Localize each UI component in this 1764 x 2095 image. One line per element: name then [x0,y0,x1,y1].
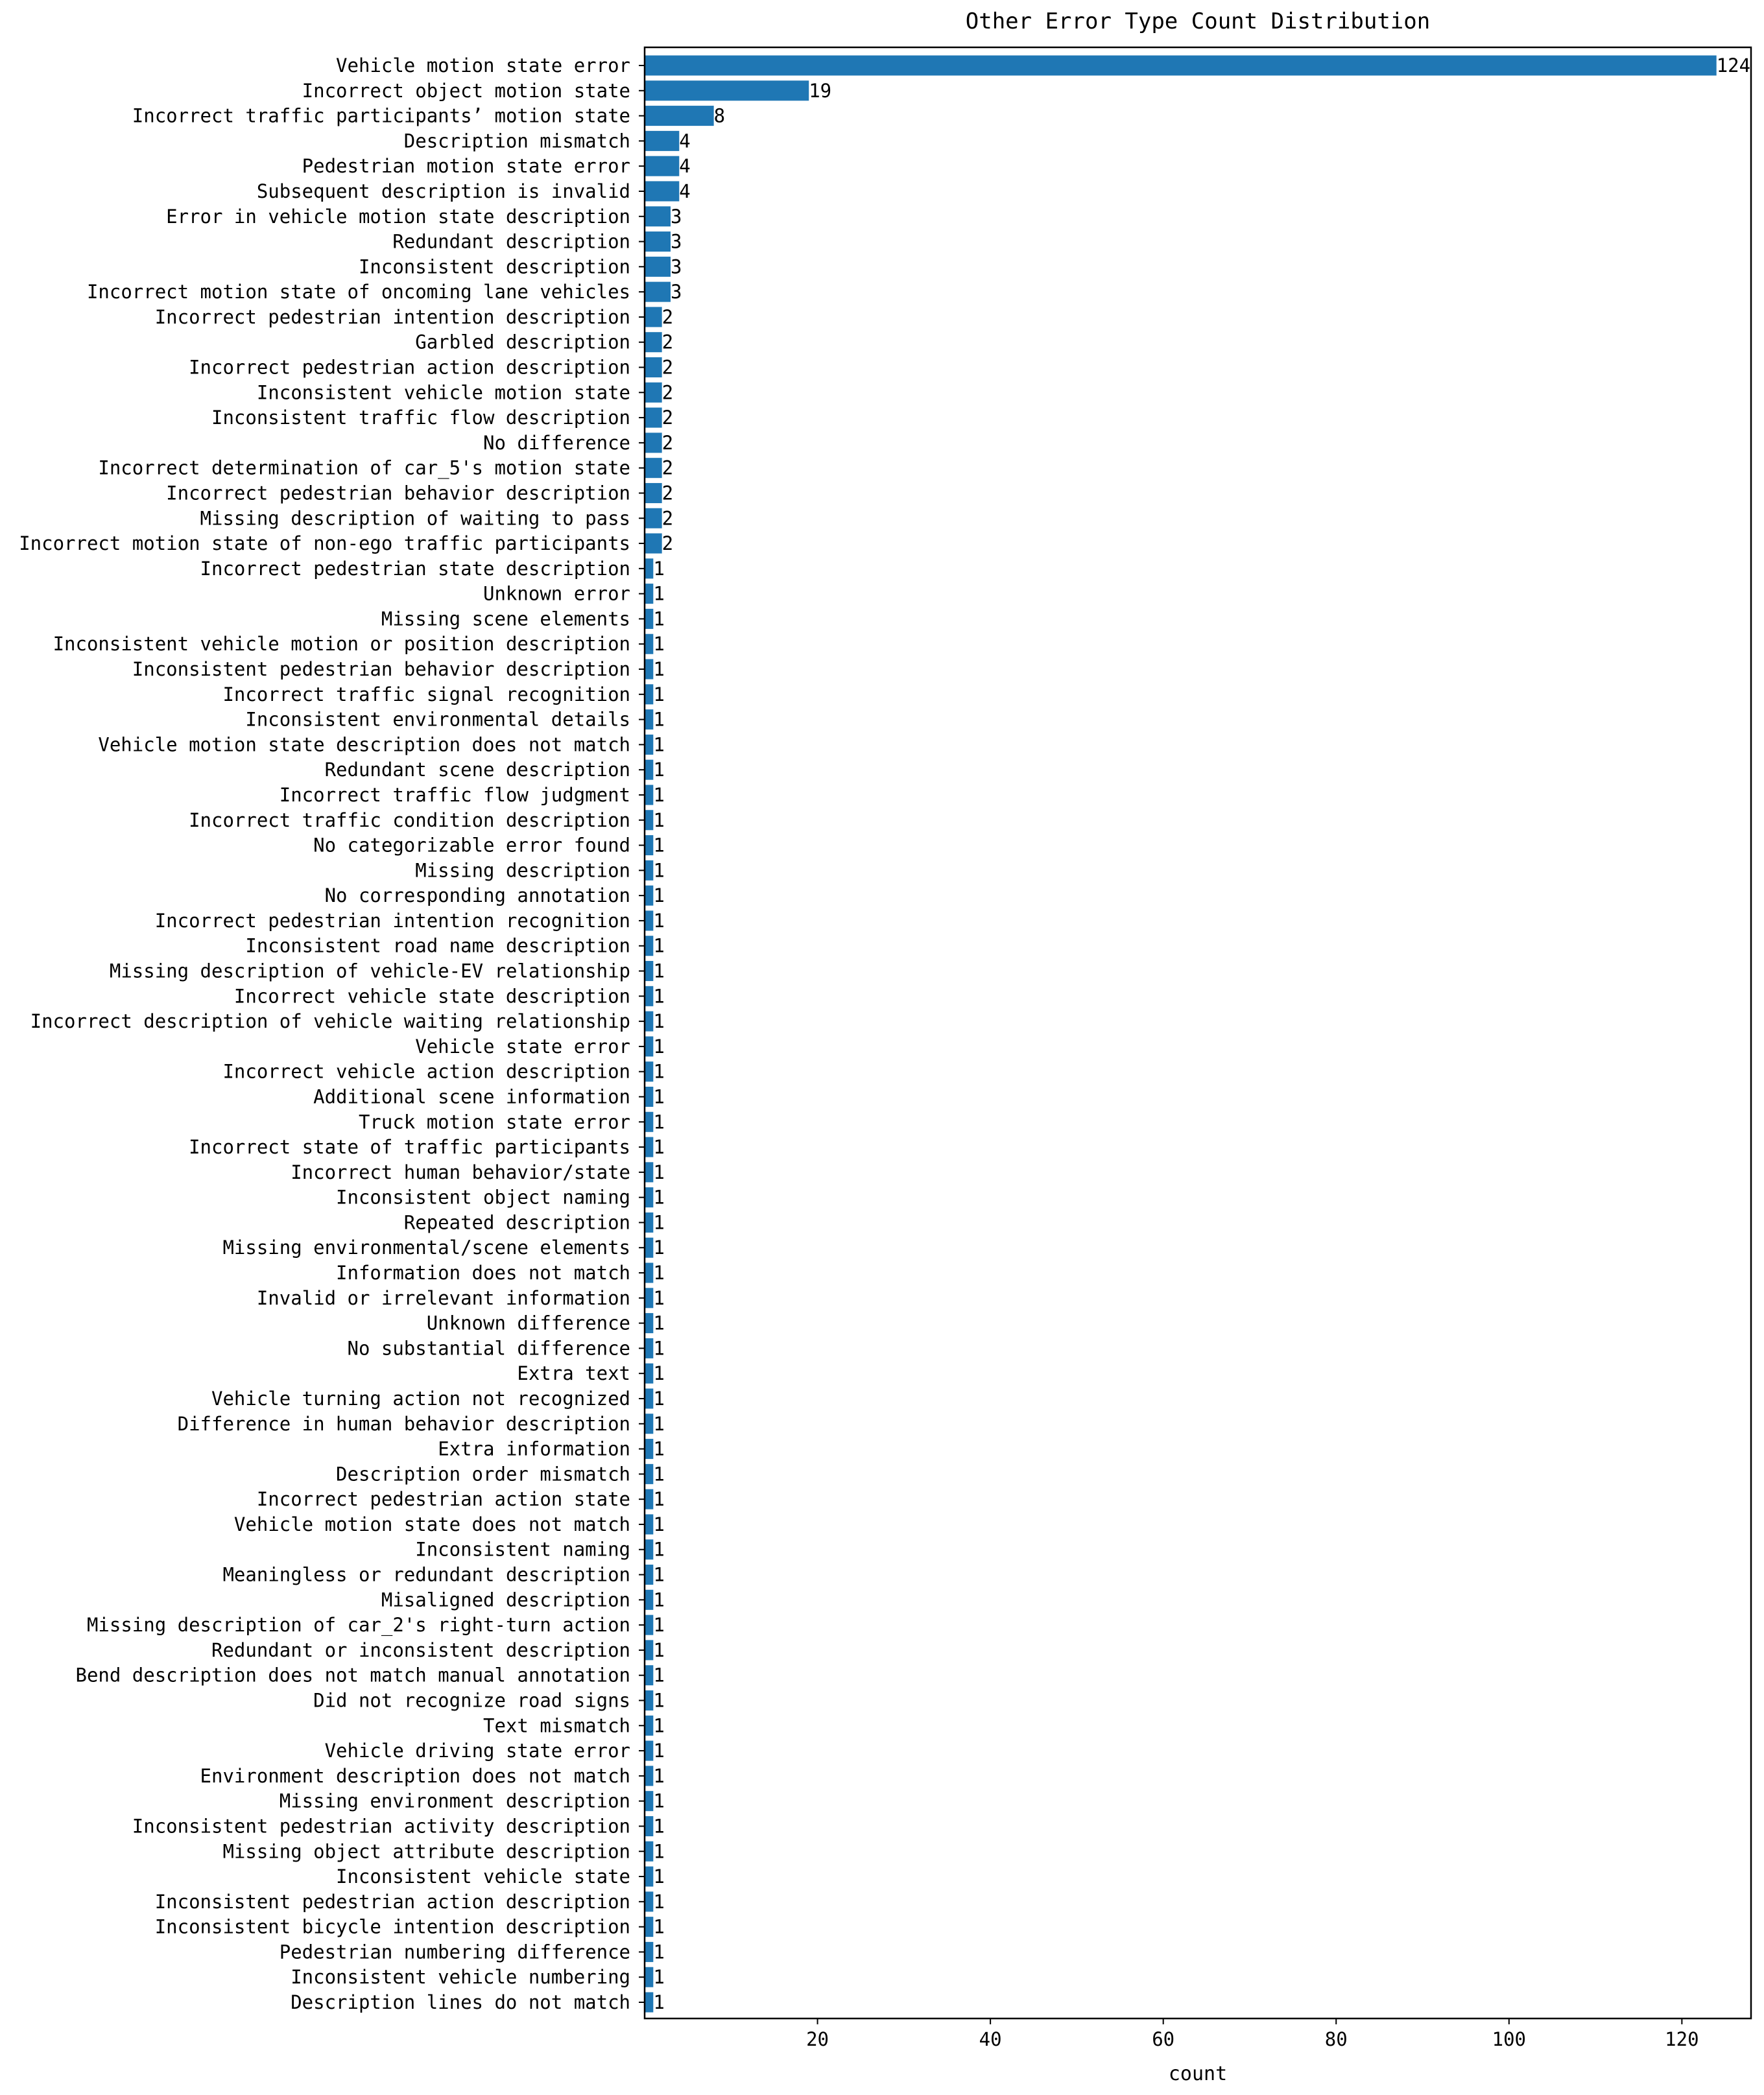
bar [645,1665,653,1685]
bar-value-label: 1 [653,1664,665,1687]
bar [645,1087,653,1107]
y-tick-label: Meaningless or redundant description [222,1563,630,1586]
bar-value-label: 1 [653,1463,665,1485]
y-tick-label: Incorrect pedestrian action description [189,356,630,379]
bar-value-label: 1 [653,1714,665,1737]
bar-value-label: 1 [653,1337,665,1360]
y-tick-label: Incorrect pedestrian action state [256,1488,630,1511]
bar-value-label: 1 [653,1161,665,1183]
bar [645,1967,653,1987]
bar-value-label: 1 [653,1563,665,1586]
bar [645,1917,653,1937]
y-tick-label: No corresponding annotation [324,884,630,907]
y-tick-label: Incorrect pedestrian intention description [154,305,630,328]
y-tick-label: Vehicle driving state error [324,1740,630,1762]
bar-value-label: 4 [679,155,691,178]
bar [645,1112,653,1132]
bar-value-label: 4 [679,130,691,152]
bar [645,1816,653,1836]
bar [645,307,662,327]
bar [645,785,653,805]
y-tick-label: Pedestrian motion state error [302,155,630,178]
y-tick-label: Subsequent description is invalid [256,180,630,202]
y-tick-label: Vehicle motion state does not match [233,1513,630,1535]
bar [645,1364,653,1384]
bar [645,1036,653,1056]
y-tick-label: Environment description does not match [200,1764,630,1787]
bar [645,1690,653,1710]
bar-value-label: 3 [670,255,682,278]
bar-value-label: 124 [1716,54,1751,77]
y-tick-label: Description order mismatch [336,1463,630,1485]
y-tick-label: Unknown difference [426,1312,630,1334]
bar [645,357,662,377]
bar [645,1012,653,1032]
bar-value-label: 1 [653,658,665,681]
x-tick-label: 60 [1152,2028,1175,2050]
bar [645,282,671,302]
bar-value-label: 1 [653,1840,665,1863]
bar [645,1061,653,1082]
y-tick-label: Redundant description [392,230,630,253]
y-tick-label: Inconsistent pedestrian action description [154,1890,630,1913]
bar [645,910,653,930]
y-tick-label: Incorrect pedestrian state description [200,557,630,580]
bar-value-label: 1 [653,1966,665,1989]
y-tick-label: Did not recognize road signs [313,1689,630,1712]
bar-value-label: 1 [653,960,665,982]
bar [645,1162,653,1182]
bar [645,80,809,101]
bar [645,1514,653,1534]
bar-value-label: 1 [653,1589,665,1611]
bar-value-label: 1 [653,633,665,656]
x-tick-label: 40 [979,2028,1002,2050]
y-tick-label: Vehicle motion state description does not match [98,733,630,756]
bar [645,1414,653,1434]
bar-value-label: 1 [653,557,665,580]
bar-value-label: 1 [653,834,665,857]
bar [645,886,653,906]
bar [645,1716,653,1736]
bar [645,131,679,151]
x-axis-label: count [1168,2063,1228,2085]
bar-value-label: 2 [662,381,674,404]
bar-value-label: 1 [653,1312,665,1334]
y-tick-label: Unknown error [483,582,630,605]
bar-value-label: 1 [653,1890,665,1913]
bar-value-label: 1 [653,683,665,705]
bar [645,231,671,252]
bar [645,1741,653,1761]
y-tick-label: No difference [483,431,630,454]
y-tick-label: Inconsistent naming [415,1538,630,1561]
y-tick-label: Incorrect vehicle action description [222,1060,630,1083]
bar [645,257,671,277]
bar [645,986,653,1006]
y-tick-label: Description lines do not match [291,1991,630,2013]
bar-value-label: 2 [662,456,674,479]
bar [645,106,714,126]
y-tick-label: Inconsistent vehicle motion or position description [53,633,630,656]
bar-value-label: 3 [670,205,682,228]
y-tick-label: Incorrect state of traffic participants [189,1136,630,1159]
y-tick-label: Bend description does not match manual annotation [75,1664,630,1687]
y-tick-label: Garbled description [415,331,630,353]
y-tick-label: Incorrect traffic condition description [189,809,630,831]
bar-value-label: 2 [662,356,674,379]
bar-value-label: 2 [662,305,674,328]
bar-value-label: 2 [662,532,674,555]
bar-value-label: 1 [653,884,665,907]
y-tick-label: Redundant or inconsistent description [211,1639,630,1661]
bar-value-label: 1 [653,1865,665,1888]
bar-value-label: 1 [653,909,665,932]
y-tick-label: Incorrect motion state of non-ego traffic participants [19,532,630,555]
bar [645,432,662,453]
bar [645,1590,653,1610]
bar-value-label: 1 [653,1513,665,1535]
bar-value-label: 1 [653,783,665,806]
y-tick-label: No categorizable error found [313,834,630,857]
bar [645,1841,653,1862]
bar [645,936,653,956]
y-tick-label: Incorrect determination of car_5's motion state [98,456,630,479]
bar [645,1187,653,1207]
bar-value-label: 8 [713,104,726,127]
y-tick-label: Missing description of car_2's right-turn action [86,1614,630,1637]
bar [645,55,1717,75]
bar [645,1238,653,1258]
y-tick-label: Inconsistent vehicle numbering [291,1966,630,1989]
y-tick-label: Incorrect traffic participants’ motion state [132,104,630,127]
bar-value-label: 3 [670,230,682,253]
y-tick-label: Error in vehicle motion state description [166,205,630,228]
bar [645,634,653,654]
bar-value-label: 1 [653,1362,665,1385]
y-tick-label: Extra text [517,1362,630,1385]
y-tick-label: Missing environment description [279,1790,630,1812]
bar-value-label: 1 [653,1639,665,1661]
bar [645,332,662,352]
bar [645,1766,653,1786]
y-tick-label: Incorrect object motion state [302,79,630,102]
bar-value-label: 1 [653,1538,665,1561]
bar-value-label: 2 [662,331,674,353]
y-tick-label: Redundant scene description [324,759,630,781]
x-tick-label: 120 [1665,2028,1699,2050]
bar-value-label: 1 [653,1211,665,1234]
bar [645,659,653,680]
bar-value-label: 1 [653,809,665,831]
bar-value-label: 1 [653,1438,665,1460]
y-tick-label: Missing description [415,859,630,882]
bar [645,156,679,176]
y-tick-label: Vehicle state error [415,1035,630,1058]
y-tick-label: Pedestrian numbering difference [279,1941,630,1963]
bar [645,1213,653,1233]
y-tick-label: Missing object attribute description [222,1840,630,1863]
y-tick-label: Incorrect traffic flow judgment [279,783,630,806]
bar-value-label: 1 [653,582,665,605]
bar [645,1640,653,1660]
bar [645,1464,653,1484]
y-tick-label: Incorrect pedestrian behavior description [166,482,630,504]
bar [645,508,662,528]
y-tick-label: Missing environmental/scene elements [222,1237,630,1259]
bar [645,206,671,226]
x-tick-label: 20 [806,2028,829,2050]
bar [645,458,662,478]
bar-value-label: 1 [653,1614,665,1637]
bar [645,584,653,604]
bar [645,1338,653,1358]
bar-value-label: 1 [653,1085,665,1108]
y-tick-label: Additional scene information [313,1085,630,1108]
y-tick-label: Inconsistent pedestrian activity description [132,1815,630,1838]
y-tick-label: Inconsistent pedestrian behavior description [132,658,630,681]
y-tick-label: Difference in human behavior description [177,1412,630,1435]
bar-value-label: 4 [679,180,691,202]
y-tick-label: Incorrect vehicle state description [233,985,630,1008]
bar-value-label: 1 [653,934,665,957]
bar [645,1891,653,1912]
y-tick-label: Inconsistent object naming [336,1186,630,1209]
bar [645,1615,653,1635]
y-tick-label: Incorrect pedestrian intention recognition [154,909,630,932]
bar [645,860,653,881]
bar-value-label: 2 [662,407,674,429]
y-tick-label: Description mismatch [403,130,630,152]
bar-value-label: 1 [653,708,665,731]
bar-value-label: 1 [653,1237,665,1259]
bar-value-label: 1 [653,1815,665,1838]
bar [645,760,653,780]
bar-value-label: 1 [653,1991,665,2013]
bar-value-label: 1 [653,1488,665,1511]
bar-value-label: 1 [653,1689,665,1712]
y-tick-label: Vehicle motion state error [336,54,630,77]
bar [645,1992,653,2012]
y-tick-label: Missing scene elements [381,608,630,630]
y-tick-label: Inconsistent road name description [245,934,630,957]
bar [645,558,653,578]
y-tick-label: Inconsistent vehicle state [336,1865,630,1888]
bar-value-label: 1 [653,859,665,882]
y-tick-label: Extra information [438,1438,630,1460]
bar-value-label: 1 [653,1035,665,1058]
bar [645,1489,653,1509]
bar-value-label: 1 [653,1186,665,1209]
bar-value-label: 1 [653,1790,665,1812]
bar-value-label: 19 [809,79,832,102]
bar [645,408,662,428]
bar [645,961,653,981]
bar-value-label: 1 [653,1262,665,1284]
bar-value-label: 1 [653,1060,665,1083]
bar [645,534,662,554]
bar-value-label: 1 [653,985,665,1008]
y-tick-label: Incorrect traffic signal recognition [222,683,630,705]
bar-value-label: 1 [653,759,665,781]
bar [645,1791,653,1811]
y-tick-label: Misaligned description [381,1589,630,1611]
bar [645,1388,653,1408]
y-tick-label: Missing description of waiting to pass [200,507,630,530]
y-tick-label: Information does not match [336,1262,630,1284]
y-tick-label: Inconsistent environmental details [245,708,630,731]
bar-value-label: 3 [670,281,682,303]
bar [645,1288,653,1308]
bar [645,1263,653,1283]
y-tick-label: Truck motion state error [358,1111,630,1133]
bar-value-label: 1 [653,1111,665,1133]
bar-value-label: 1 [653,1286,665,1309]
bar-value-label: 1 [653,1412,665,1435]
bar [645,1565,653,1585]
bar-value-label: 1 [653,608,665,630]
bar [645,181,679,201]
bar [645,835,653,855]
bar [645,810,653,830]
bar [645,1439,653,1459]
bar-value-label: 2 [662,431,674,454]
x-tick-label: 80 [1324,2028,1348,2050]
y-tick-label: Incorrect human behavior/state [291,1161,630,1183]
y-tick-label: Inconsistent vehicle motion state [256,381,630,404]
x-tick-label: 100 [1492,2028,1527,2050]
chart-title: Other Error Type Count Distribution [965,8,1431,34]
bar [645,1539,653,1559]
bar-value-label: 1 [653,1136,665,1159]
y-tick-label: Text mismatch [483,1714,630,1737]
bar [645,1867,653,1887]
bar [645,684,653,704]
y-tick-label: Inconsistent bicycle intention description [154,1915,630,1938]
y-tick-label: No substantial difference [347,1337,630,1360]
bar-value-label: 1 [653,1740,665,1762]
y-tick-label: Repeated description [403,1211,630,1234]
y-tick-label: Incorrect description of vehicle waiting relationship [30,1010,630,1033]
bar [645,383,662,403]
y-tick-label: Inconsistent description [358,255,630,278]
bar-value-label: 1 [653,1915,665,1938]
bar [645,1137,653,1157]
bar [645,735,653,755]
bar [645,609,653,629]
bar [645,1313,653,1333]
bar-value-label: 1 [653,1764,665,1787]
bar-value-label: 1 [653,1387,665,1410]
y-tick-label: Incorrect motion state of oncoming lane vehicles [86,281,630,303]
bar [645,483,662,503]
bar-value-label: 2 [662,482,674,504]
y-tick-label: Missing description of vehicle-EV relationship [109,960,630,982]
bar-value-label: 1 [653,1010,665,1033]
y-tick-label: Inconsistent traffic flow description [211,407,630,429]
y-tick-label: Vehicle turning action not recognized [211,1387,630,1410]
bar [645,1942,653,1962]
bar-value-label: 1 [653,733,665,756]
bar-value-label: 1 [653,1941,665,1963]
bar-value-label: 2 [662,507,674,530]
bar [645,709,653,729]
y-tick-label: Invalid or irrelevant information [256,1286,630,1309]
